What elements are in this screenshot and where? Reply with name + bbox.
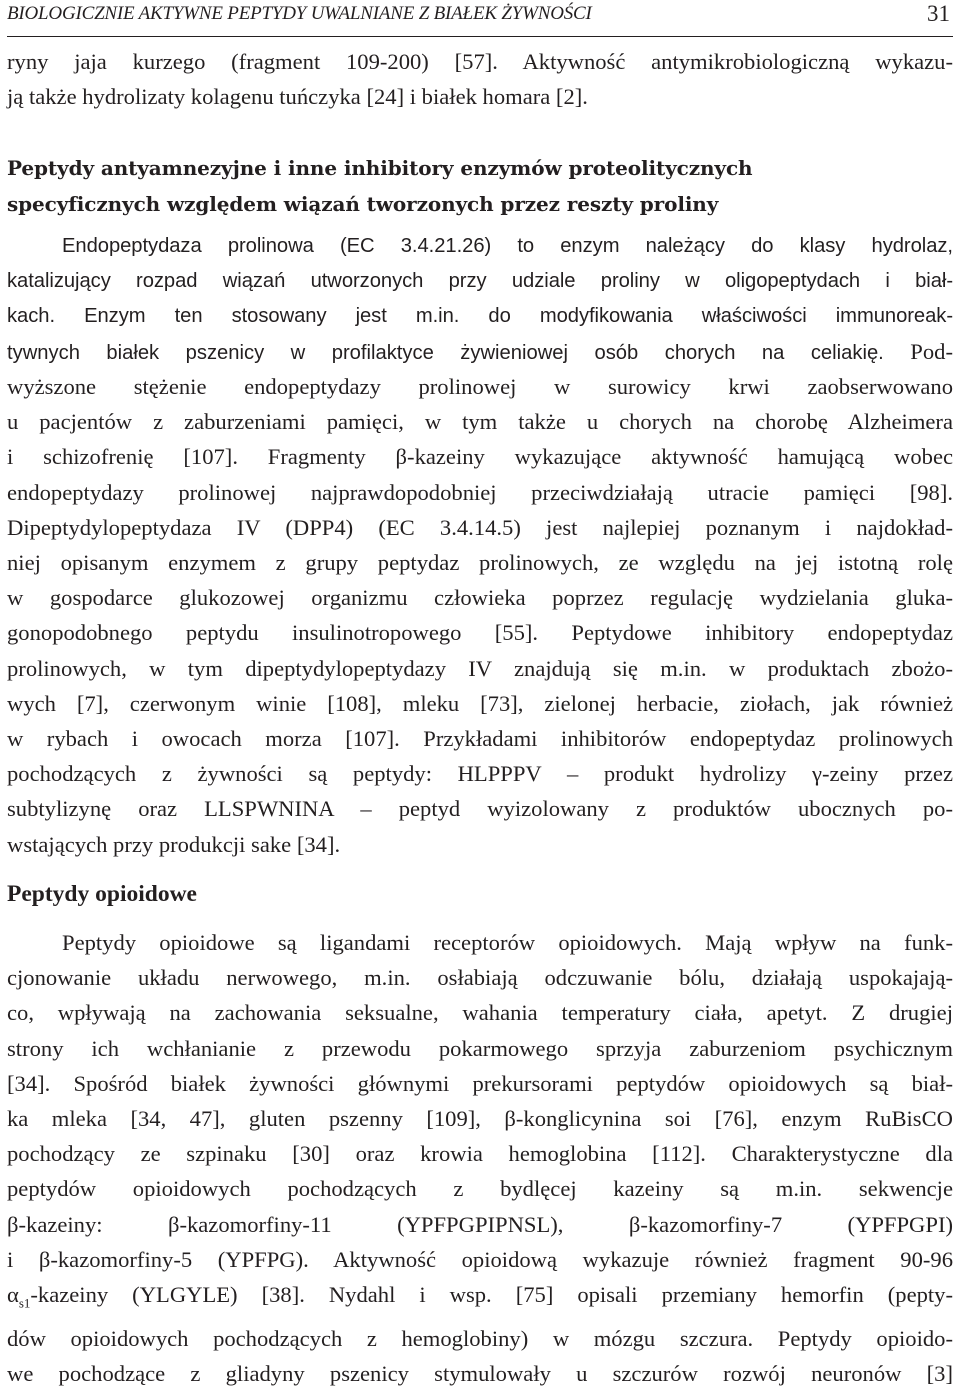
text-line: Peptydy opioidowe są ligandami receptorów opioidowych. Mają wpływ na funk-	[62, 930, 953, 955]
text-line: ją także hydrolizaty kolagenu tuńczyka [24] i białek homara [2].	[7, 84, 588, 110]
text-line: wyższone stężenie endopeptydazy prolinowej w surowicy krwi zaobserwowano	[7, 374, 953, 399]
text-line: w gospodarce glukozowej organizmu człowieka poprzez regulację wydzielania gluka-	[7, 585, 953, 611]
text-line: w rybach i owocach morza [107]. Przykładami inhibitorów endopeptydaz prolinowych	[7, 726, 953, 752]
paragraph-mixed-line	[7, 334, 953, 371]
text-line: ka mleka [34, 47], gluten pszenny [109], β-konglicynina soi [76], enzym RuBisCO	[7, 1106, 953, 1132]
paragraph-opioidowe	[7, 925, 953, 1391]
text-line: u pacjentów z zaburzeniami pamięci, w tym także u chorych na chorobę Alzheimera	[7, 409, 953, 435]
text-line: niej opisanym enzymem z grupy peptydaz prolinowych, ze względu na jej istotną rolę	[7, 550, 953, 576]
section-heading-opioidowe: Peptydy opioidowe	[7, 881, 197, 907]
text-line: dów opioidowych pochodzących z hemoglobiny) w mózgu szczura. Peptydy opioido-	[7, 1325, 953, 1351]
text-line: Dipeptydylopeptydaza IV (DPP4) (EC 3.4.14.5) jest najlepiej poznanym i najdokład-	[7, 514, 953, 540]
text-line: co, wpływają na zachowania seksualne, wahania temperatury ciała, apetyt. Z drugiej	[7, 1000, 953, 1026]
sans-fragment: tywnych białek pszenicy w profilaktyce żywieniowej osób chorych na celiakię.	[7, 342, 884, 364]
intro-paragraph	[7, 44, 953, 114]
running-header	[7, 0, 953, 37]
text-line: we pochodzące z gliadyny pszenicy stymulowały u szczurów rozwój neuronów [3]	[7, 1360, 953, 1386]
heading-line: specyficznych względem wiązań tworzonych przez reszty proliny	[7, 192, 719, 216]
text-line: cjonowanie układu nerwowego, m.in. osłabiają odczuwanie bólu, działają uspokajają-	[7, 965, 953, 991]
text-line: i β-kazomorfiny-5 (YPFPG). Aktywność opioidową wykazuje również fragment 90-96	[7, 1246, 953, 1272]
text-line: peptydów opioidowych pochodzących z bydlęcej kazeiny są m.in. sekwencje	[7, 1176, 953, 1202]
text-line: pochodzących z żywności są peptydy: HLPPPV – produkt hydrolizy γ-zeiny przez	[7, 761, 953, 787]
section-heading-antyamnezyjne	[7, 150, 752, 222]
text-line	[7, 334, 953, 371]
running-title: BIOLOGICZNIE AKTYWNE PEPTYDY UWALNIANE Z BIAŁEK ŻYWNOŚCI	[7, 3, 592, 24]
alpha-symbol: α	[7, 1282, 19, 1308]
serif-fragment: Pod-	[883, 339, 953, 364]
paragraph-serif-body	[7, 369, 953, 862]
text-line: prolinowych, w tym dipeptydylopeptydazy IV znajdują się m.in. w produktach zbożo-	[7, 655, 953, 681]
alpha-subscript: s1	[18, 1295, 31, 1311]
text-line: subtylizynę oraz LLSPWNINA – peptyd wyizolowany z produktów ubocznych po-	[7, 796, 953, 822]
text-line: katalizujący rozpad wiązań utworzonych przy udziale proliny w oligopeptydach i biał-	[7, 270, 953, 293]
text-line: endopeptydazy prolinowej najprawdopodobniej przeciwdziałają utracie pamięci [98].	[7, 479, 953, 505]
text-line: kach. Enzym ten stosowany jest m.in. do modyfikowania właściwości immunoreak-	[7, 305, 953, 328]
text-line: β-kazeiny: β-kazomorfiny-11 (YPFPGPIPNSL), β-kazomorfiny-7 (YPFPGPI)	[7, 1211, 953, 1237]
text-line: pochodzący ze szpinaku [30] oraz krowia hemoglobina [112]. Charakterystyczne dla	[7, 1141, 953, 1167]
heading-line: Peptydy antyamnezyjne i inne inhibitory enzymów proteolitycznych	[7, 156, 753, 180]
paragraph-endopeptydaza	[7, 229, 953, 335]
text-line: wstających przy produkcji sake [34].	[7, 831, 341, 857]
text-line: gonopodobnego peptydu insulinotropowego [55]. Peptydowe inhibitory endopeptydaz	[7, 620, 953, 646]
text-line: Endopeptydaza prolinowa (EC 3.4.21.26) to enzym należący do klasy hydrolaz,	[62, 235, 953, 257]
text-line: ryny jaja kurzego (fragment 109-200) [57]. Aktywność antymikrobiologiczną wykazu-	[7, 49, 953, 74]
text-line: strony ich wchłanianie z przewodu pokarmowego sprzyja zaburzeniom psychicznym	[7, 1035, 953, 1061]
alpha-line-rest: -kazeiny (YLGYLE) [38]. Nydahl i wsp. [75] opisali przemiany hemorfin (pepty-	[30, 1282, 953, 1308]
page-number: 31	[927, 1, 950, 26]
text-line	[7, 1277, 953, 1321]
text-line: [34]. Spośród białek żywności głównymi prekursorami peptydów opioidowych są biał-	[7, 1070, 953, 1096]
text-line: wych [7], czerwonym winie [108], mleku [73], zielonej herbacie, ziołach, jak również	[7, 690, 953, 716]
text-line: i schizofrenię [107]. Fragmenty β-kazeiny wykazujące aktywność hamującą wobec	[7, 444, 953, 470]
